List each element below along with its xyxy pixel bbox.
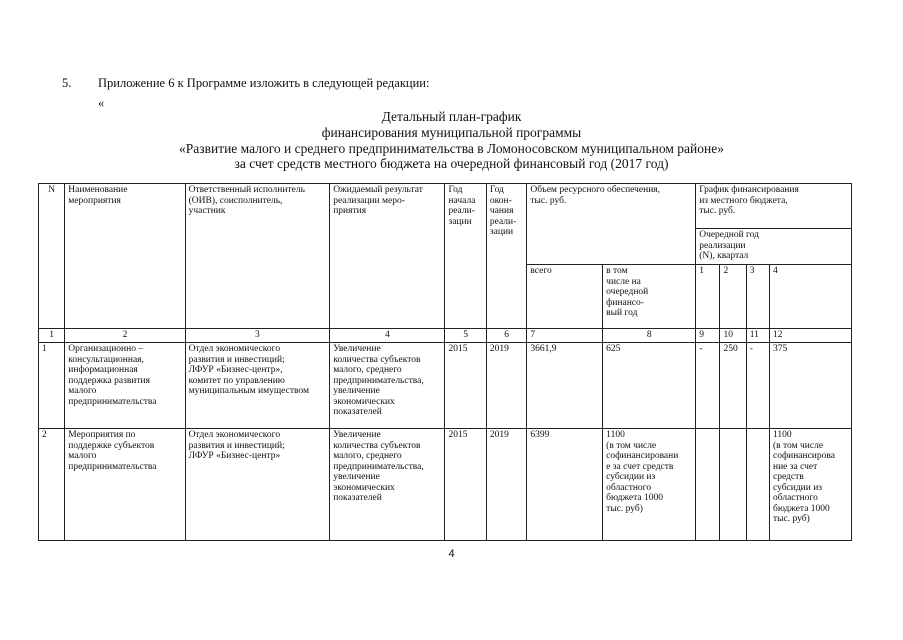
header-volume: Объем ресурсного обеспечения, тыс. руб. <box>527 184 696 265</box>
financing-plan-table <box>38 183 852 541</box>
col-number: 11 <box>746 329 769 343</box>
col-number: 5 <box>445 329 486 343</box>
row-q3 <box>746 429 769 541</box>
heading-line-4: за счет средств местного бюджета на очередной финансовый год (2017 год) <box>234 156 669 171</box>
table-row <box>39 343 852 429</box>
header-responsible: Ответственный исполнитель (ОИВ), соисполнитель, участник <box>185 184 330 329</box>
col-number: 12 <box>770 329 852 343</box>
col-number: 8 <box>603 329 696 343</box>
row-q1 <box>696 429 720 541</box>
row-incl-year: 625 <box>603 343 696 429</box>
header-year-end: Год окон- чания реали- зации <box>486 184 526 329</box>
header-next-year: Очередной год реализации (N), квартал <box>696 229 852 265</box>
header-result: Ожидаемый результат реализации меро- приятия <box>330 184 445 329</box>
row-total: 3661,9 <box>527 343 603 429</box>
row-q2: 250 <box>720 343 746 429</box>
col-number: 4 <box>330 329 445 343</box>
row-result: Увеличение количества субъектов малого, среднего предпринимательства, увеличение экономических показателей <box>330 429 445 541</box>
item-number: 5. <box>62 76 72 90</box>
header-q3: 3 <box>746 265 769 329</box>
col-number: 3 <box>185 329 330 343</box>
row-name: Организационно – консультационная, информационная поддержка развития малого предпринимательства <box>65 343 185 429</box>
header-year-start: Год начала реали- зации <box>445 184 486 329</box>
row-incl-year: 1100 (в том числе софинансировани е за счет средств субсидии из областного бюджета 1000 тыс. руб) <box>603 429 696 541</box>
page-number: 4 <box>448 548 455 560</box>
col-number: 10 <box>720 329 746 343</box>
row-year-start: 2015 <box>445 343 486 429</box>
heading-line-3: «Развитие малого и среднего предпринимательства в Ломоносовском муниципальном районе» <box>179 141 724 156</box>
header-q4: 4 <box>770 265 852 329</box>
col-number: 1 <box>39 329 65 343</box>
intro-text: Приложение 6 к Программе изложить в следующей редакции: <box>98 76 430 90</box>
row-total: 6399 <box>527 429 603 541</box>
row-year-end: 2019 <box>486 429 526 541</box>
row-q4: 375 <box>770 343 852 429</box>
header-schedule: График финансирования из местного бюджета, тыс. руб. <box>696 184 852 229</box>
header-total: всего <box>527 265 603 329</box>
row-q1: - <box>696 343 720 429</box>
row-name: Мероприятия по поддержке субъектов малого предпринимательства <box>65 429 185 541</box>
row-year-start: 2015 <box>445 429 486 541</box>
row-n: 1 <box>39 343 65 429</box>
header-q2: 2 <box>720 265 746 329</box>
row-q4: 1100 (в том числе софинансирова ние за счет средств субсидии из областного бюджета 1000 тыс. руб) <box>770 429 852 541</box>
row-responsible: Отдел экономического развития и инвестиций; ЛФУР «Бизнес-центр» <box>185 429 330 541</box>
col-number: 2 <box>65 329 185 343</box>
row-n: 2 <box>39 429 65 541</box>
table-row <box>39 429 852 541</box>
header-incl-year: в том числе на очередной финансо- вый год <box>603 265 696 329</box>
row-q2 <box>720 429 746 541</box>
heading-line-1: Детальный план-график <box>381 109 522 124</box>
heading-line-2: финансирования муниципальной программы <box>321 125 582 140</box>
row-result: Увеличение количества субъектов малого, среднего предпринимательства, увеличение экономических показателей <box>330 343 445 429</box>
header-name: Наименование мероприятия <box>65 184 185 329</box>
row-year-end: 2019 <box>486 343 526 429</box>
row-q3: - <box>746 343 769 429</box>
col-number: 6 <box>486 329 526 343</box>
col-number: 9 <box>696 329 720 343</box>
row-responsible: Отдел экономического развития и инвестиций; ЛФУР «Бизнес-центр», комитет по управлению муниципальным имуществом <box>185 343 330 429</box>
header-n: N <box>39 184 65 329</box>
header-q1: 1 <box>696 265 720 329</box>
col-number: 7 <box>527 329 603 343</box>
opening-quote: « <box>98 96 105 110</box>
